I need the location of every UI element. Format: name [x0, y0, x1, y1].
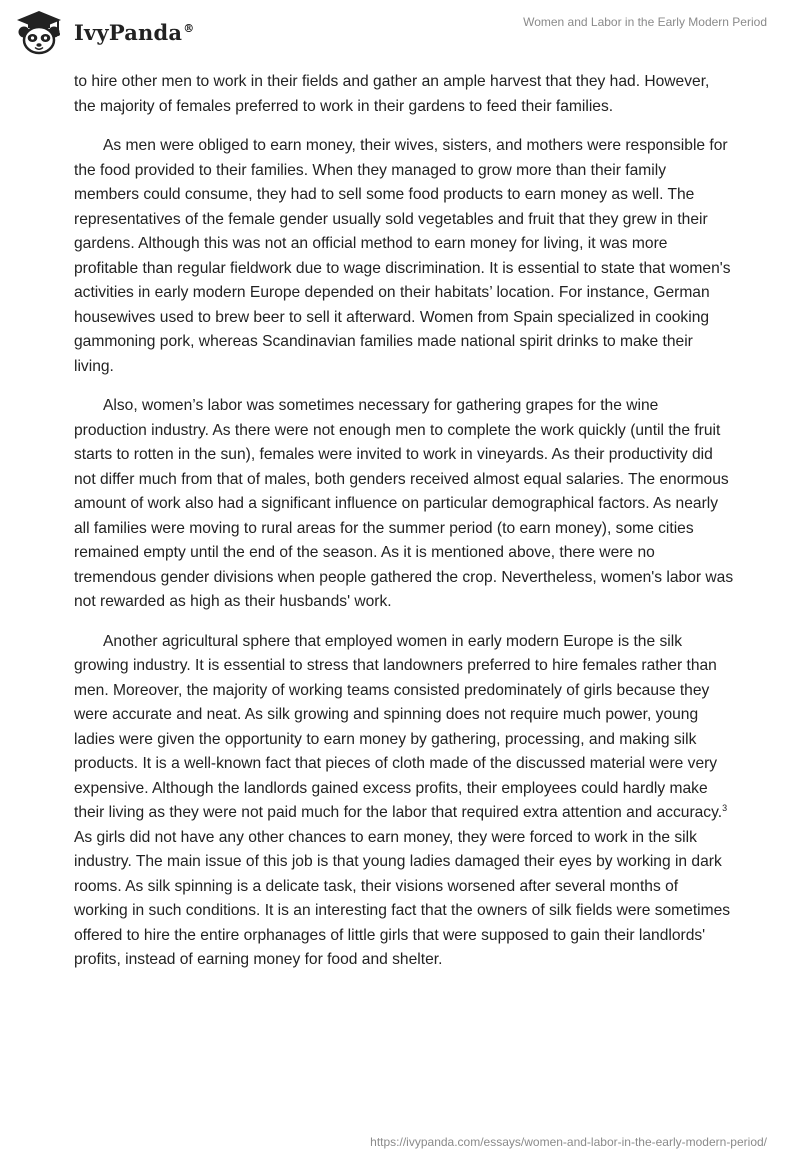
paragraph-1: to hire other men to work in their fields and gather an ample harvest that they had. However, the majority of females preferred to work in their gardens to feed their families.	[74, 73, 710, 115]
paragraph-3: Also, women’s labor was sometimes necessary for gathering grapes for the wine production industry. As there were not enough men to complete the work quickly (until the fruit starts to rotten in the sun), females were invited to work in vineyards. As their productivity did not differ much from that of males, both genders received almost equal salaries. The enormous amount of work also had a significant influence on particular demographical factors. As nearly all families were moving to rural areas for the summer period (to earn money), some cities remained empty until the end of the season. As it is mentioned above, there were no tremendous gender divisions when people gathered the crop. Nevertheless, women's labor was not rewarded as high as their husbands' work.	[74, 397, 734, 610]
brand-name	[74, 20, 194, 45]
page-header	[0, 0, 800, 64]
brand-text: IvyPanda	[74, 19, 183, 45]
paragraph-4-text-b: As girls did not have any other chances to earn money, they were forced to work in the silk industry. The main issue of this job is that young ladies damaged their eyes by working in dark rooms. As silk spinning is a delicate task, their visions worsened after several months of working in such conditions. It is an interesting fact that the owners of silk fields were sometimes offered to hire the entire orphanages of little girls that were supposed to gain their landlords' profits, instead of earning money for food and shelter.	[74, 828, 731, 968]
paragraph-4-text-a: Another agricultural sphere that employed women in early modern Europe is the silk growing industry. It is essential to stress that landowners preferred to hire females rather than men. Moreover, the majority of working teams consisted predominately of girls because they were accurate and neat. As silk growing and spinning does not require much power, young ladies were given the opportunity to earn money by gathering, processing, and making silk products. It is a well-known fact that pieces of cloth made of the discussed material were very expensive. Although the landlords gained excess profits, their employees could hardly make their living as they were not paid much for the labor that required extra attention and accuracy.	[74, 632, 723, 821]
essay-body	[74, 70, 734, 988]
ivypanda-logo[interactable]	[14, 8, 194, 56]
document-title: Women and Labor in the Early Modern Period	[523, 15, 767, 29]
paragraph-2: As men were obliged to earn money, their wives, sisters, and mothers were responsible for the food provided to their families. When they managed to grow more than their family members could consume, they had to sell some food products to earn money as well. The representatives of the female gender usually sold vegetables and fruit that they grew in their gardens. Although this was not an official method to earn money for living, it was more profitable than regular fieldwork due to wage discrimination. It is essential to state that women's activities in early modern Europe depended on their habitats’ location. For instance, German housewives used to brew beer to sell it afterward. Women from Spain specialized in cooking gammoning pork, whereas Scandinavian families made national spirit drinks to make their living.	[74, 137, 731, 375]
footnote-marker[interactable]: 3	[722, 802, 728, 813]
panda-graduate-icon	[14, 9, 64, 55]
registered-mark: ®	[183, 21, 195, 35]
source-url[interactable]: https://ivypanda.com/essays/women-and-labor-in-the-early-modern-period/	[370, 1135, 767, 1149]
paragraph-4	[74, 630, 734, 973]
